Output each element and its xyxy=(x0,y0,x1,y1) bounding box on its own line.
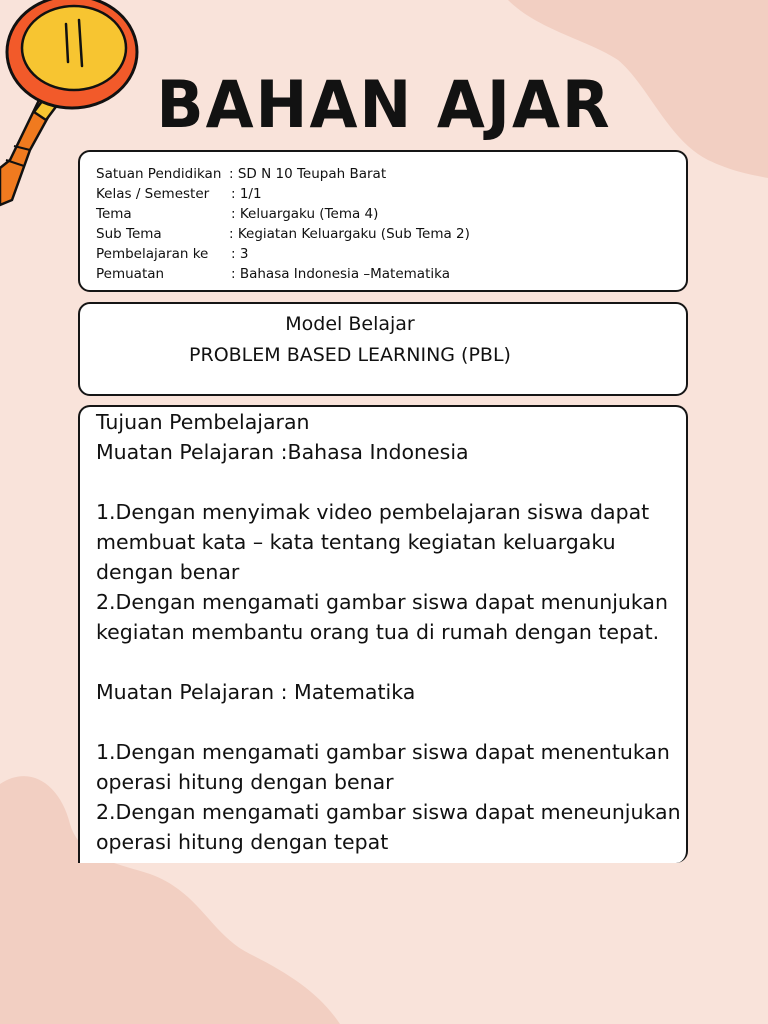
goal-item-line: 2.Dengan mengamati gambar siswa dapat menunjukan xyxy=(96,590,668,614)
info-label: Pembelajaran ke xyxy=(96,246,209,262)
page-title: BAHAN AJAR xyxy=(156,66,612,143)
card-border-corner xyxy=(666,843,688,863)
info-row xyxy=(96,244,686,264)
spacer xyxy=(96,707,686,737)
info-label: Pemuatan xyxy=(96,266,165,282)
spacer xyxy=(96,647,686,677)
info-value: : Keluargaku (Tema 4) xyxy=(231,206,379,222)
learning-goals-card xyxy=(78,405,688,863)
model-name: PROBLEM BASED LEARNING (PBL) xyxy=(189,344,511,366)
info-row xyxy=(96,224,686,244)
goal-item-line: kegiatan membantu orang tua di rumah dengan tepat. xyxy=(96,620,660,644)
info-row xyxy=(96,164,686,184)
info-label: Sub Tema xyxy=(96,226,162,242)
info-row xyxy=(96,184,686,204)
info-label: Tema xyxy=(96,206,132,222)
goals-heading: Tujuan Pembelajaran xyxy=(96,410,310,434)
goal-item-line: operasi hitung dengan benar xyxy=(96,770,394,794)
spacer xyxy=(96,467,686,497)
goal-item-line: 1.Dengan menyimak video pembelajaran siswa dapat xyxy=(96,500,650,524)
model-label: Model Belajar xyxy=(285,313,415,335)
info-value: : Kegiatan Keluargaku (Sub Tema 2) xyxy=(229,226,470,242)
goal-item-line: dengan benar xyxy=(96,560,240,584)
subject-heading: Muatan Pelajaran :Bahasa Indonesia xyxy=(96,440,469,464)
info-value: : SD N 10 Teupah Barat xyxy=(229,166,387,182)
info-card xyxy=(78,150,688,292)
goal-item-line: operasi hitung dengan tepat xyxy=(96,830,389,854)
subject-heading: Muatan Pelajaran : Matematika xyxy=(96,680,416,704)
goal-item-line: membuat kata – kata tentang kegiatan keluargaku xyxy=(96,530,616,554)
info-label: Satuan Pendidikan xyxy=(96,166,222,182)
info-row xyxy=(96,204,686,224)
info-value: : 3 xyxy=(231,246,249,262)
info-value: : 1/1 xyxy=(231,186,262,202)
goal-item-line: 1.Dengan mengamati gambar siswa dapat menentukan xyxy=(96,740,670,764)
info-label: Kelas / Semester xyxy=(96,186,210,202)
goal-item-line: 2.Dengan mengamati gambar siswa dapat meneunjukan xyxy=(96,800,681,824)
info-row xyxy=(96,264,686,284)
learning-model-card xyxy=(78,302,688,396)
info-value: : Bahasa Indonesia –Matematika xyxy=(231,266,450,282)
